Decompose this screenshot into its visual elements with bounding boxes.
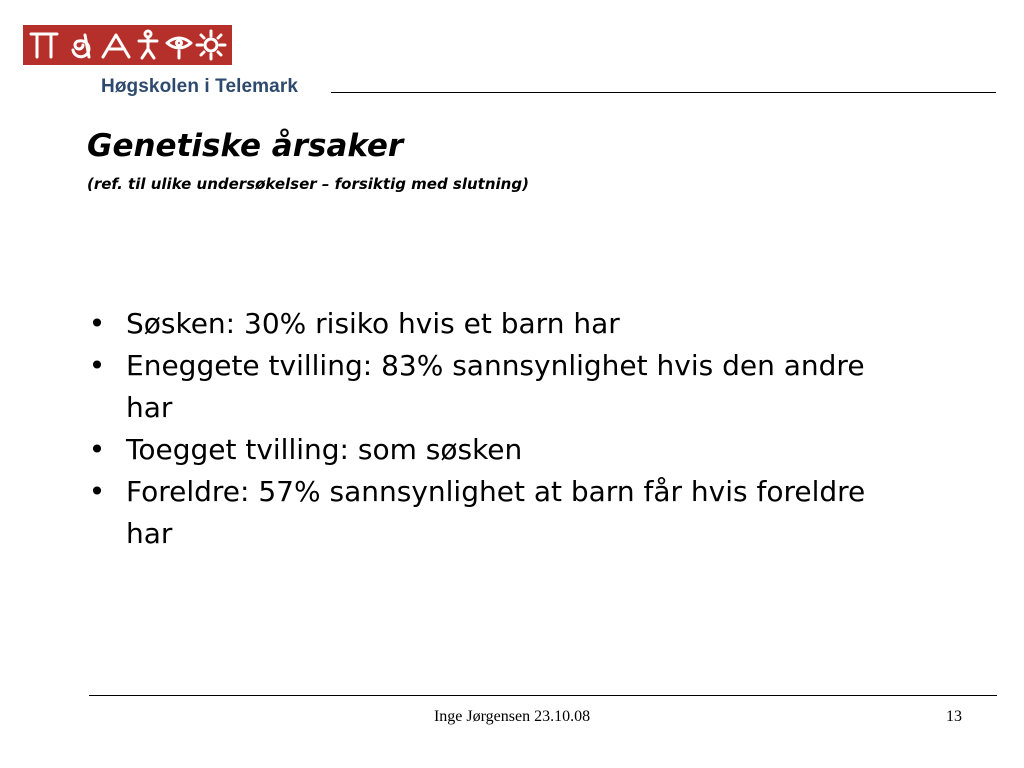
footer-divider: [89, 695, 997, 696]
page-number: 13: [946, 708, 962, 725]
bullet-text: Foreldre: 57% sannsynlighet at barn får hvis foreldre har: [126, 475, 866, 550]
petroglyph-sun-icon: [197, 31, 225, 59]
school-name: Høgskolen i Telemark: [101, 76, 298, 97]
petroglyph-spiral-icon: [73, 35, 89, 57]
bullet-marker: •: [88, 307, 106, 340]
bullet-marker: •: [88, 475, 106, 508]
slide-subtitle: (ref. til ulike undersøkelser – forsiktig med slutning): [87, 175, 529, 193]
bullet-marker: •: [88, 349, 106, 382]
bullet-marker: •: [88, 433, 106, 466]
bullet-text: Toegget tvilling: som søsken: [126, 433, 523, 466]
petroglyph-t-icon: [31, 34, 57, 57]
school-logo: [23, 25, 232, 65]
footer-author-date: Inge Jørgensen 23.10.08: [433, 708, 591, 725]
bullet-item: [87, 471, 907, 555]
bullet-text: Søsken: 30% risiko hvis et barn har: [126, 307, 620, 340]
petroglyph-eye-icon: [167, 38, 191, 58]
bullet-list: [87, 303, 907, 555]
bullet-item: [87, 345, 907, 429]
petroglyph-figure-icon: [139, 31, 157, 58]
bullet-item: [87, 303, 907, 345]
bullet-text: Eneggete tvilling: 83% sannsynlighet hvis den andre har: [126, 349, 865, 424]
slide-title: Genetiske årsaker: [87, 128, 404, 164]
bullet-item: [87, 429, 907, 471]
header-divider: [331, 92, 996, 93]
petroglyph-ship-icon: [103, 35, 129, 57]
